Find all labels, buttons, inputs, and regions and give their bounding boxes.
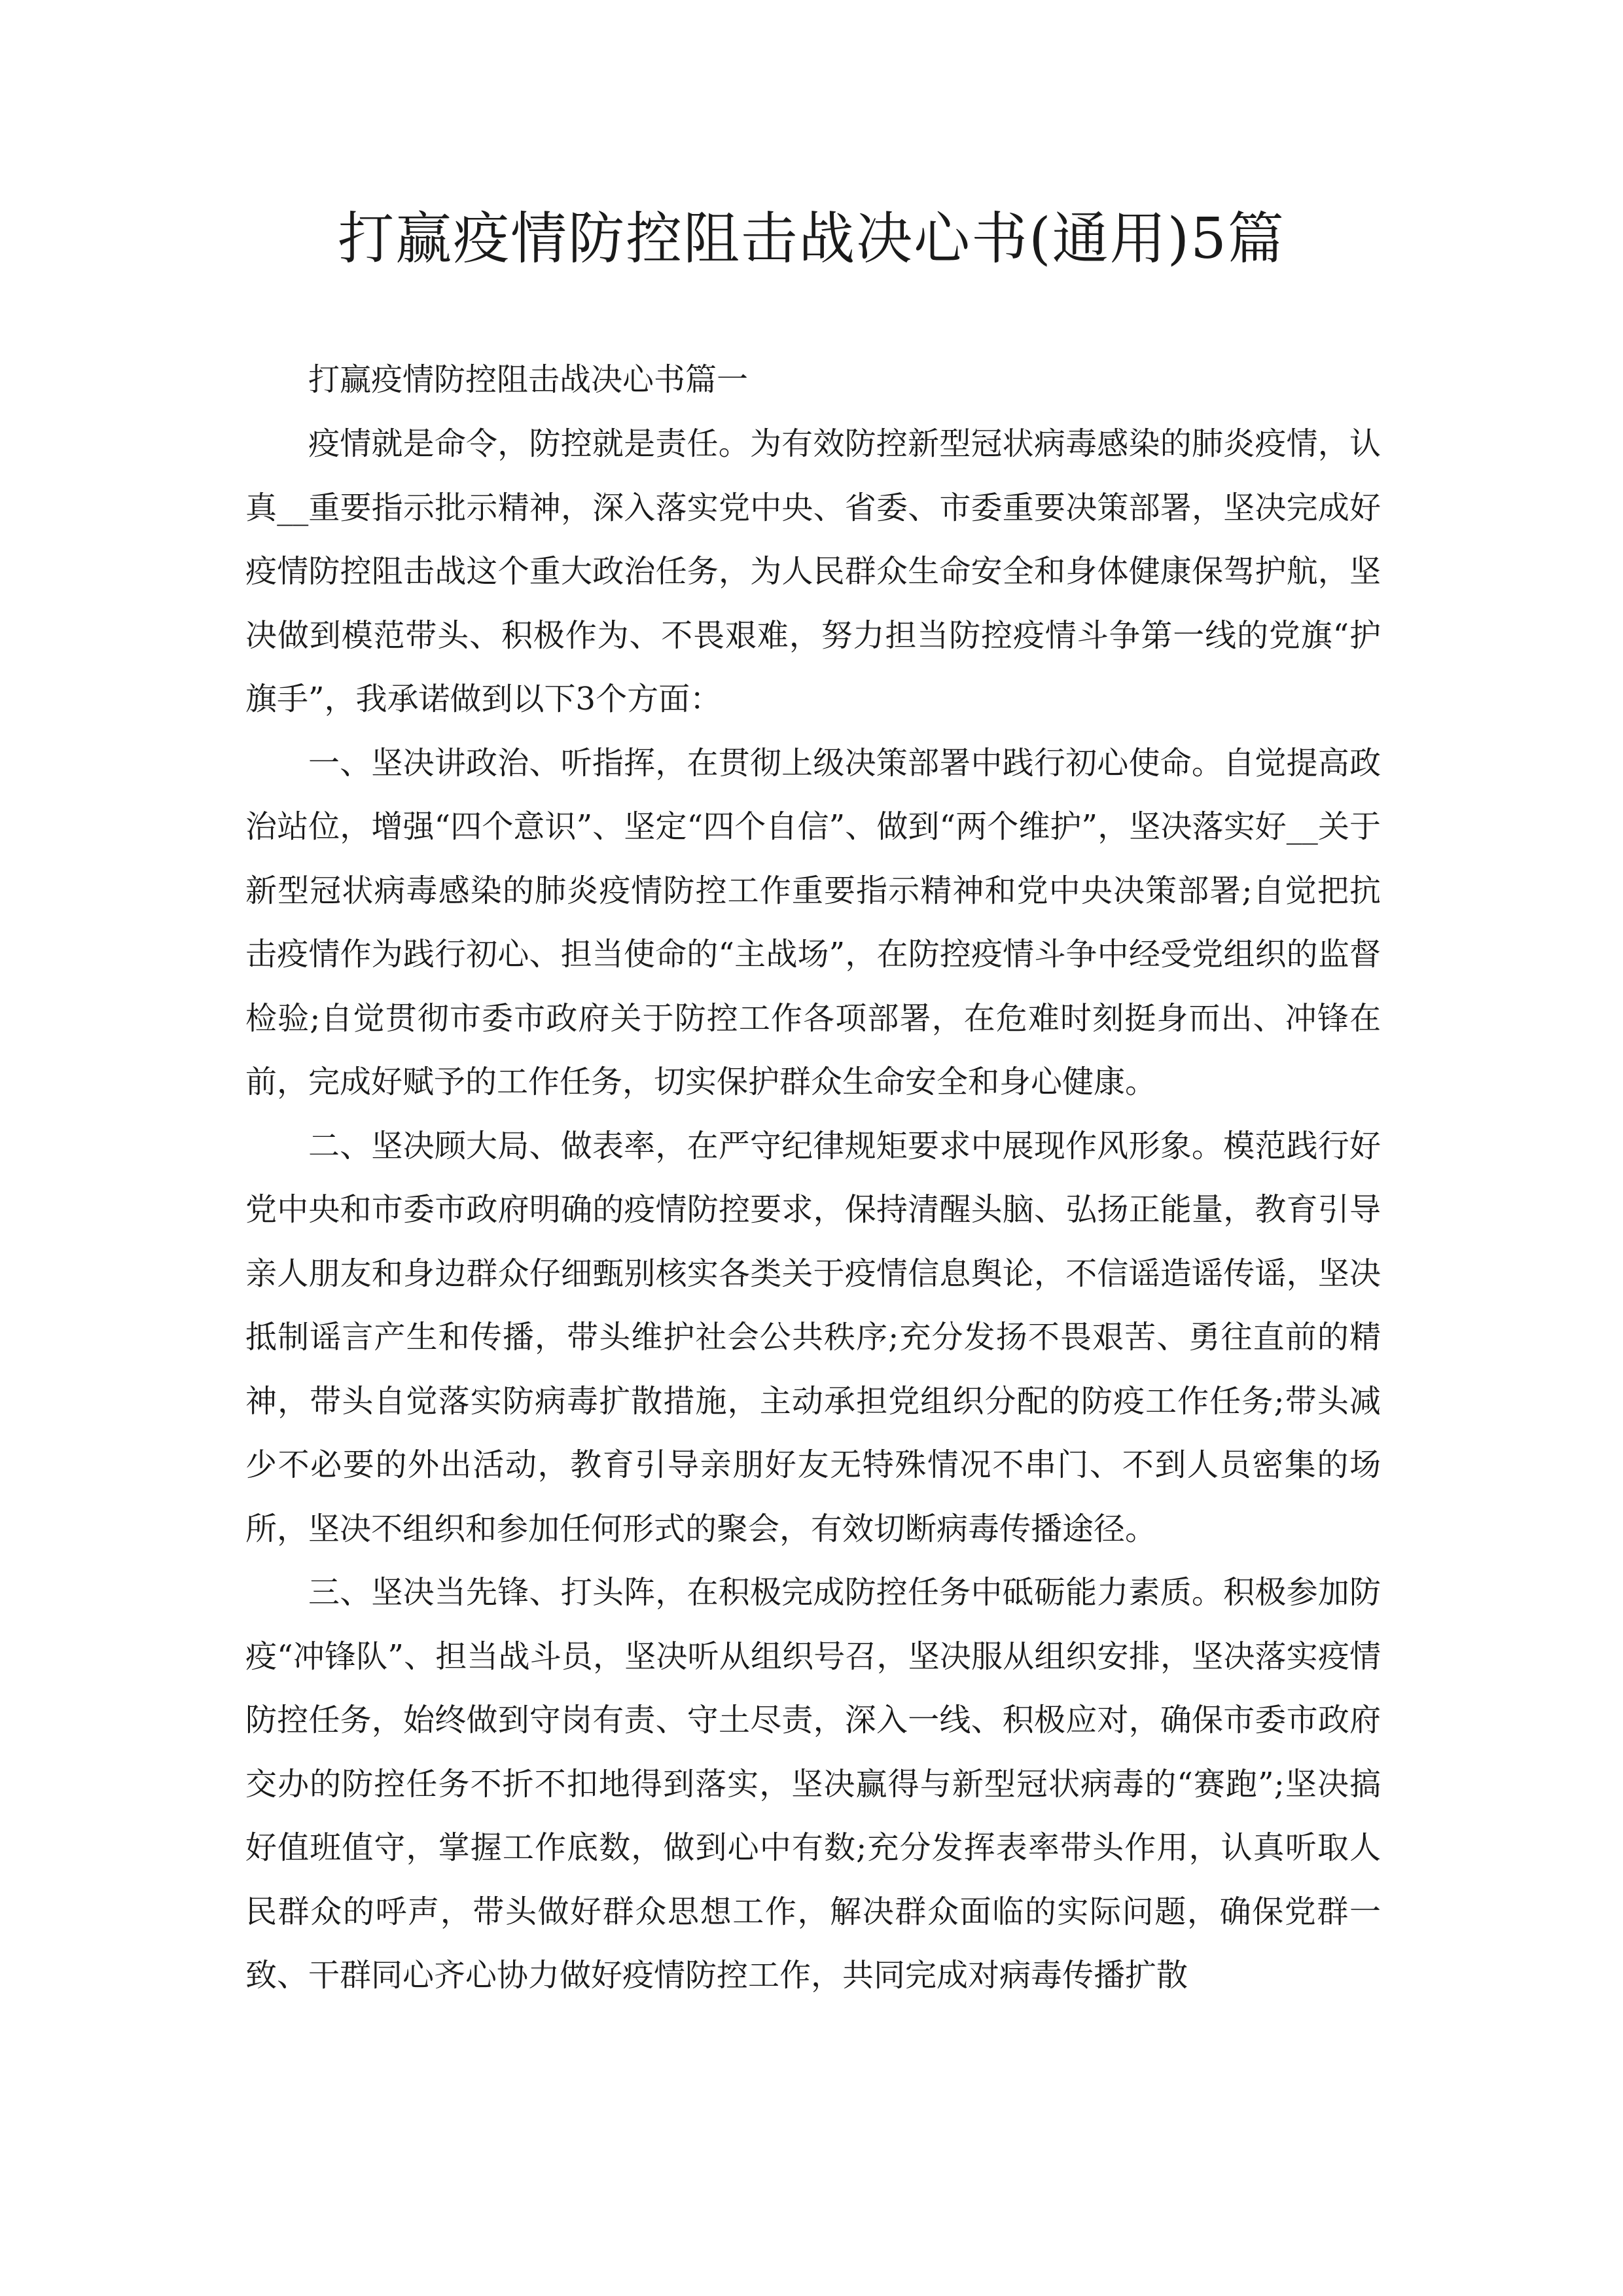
paragraph-point-one: 一、坚决讲政治、听指挥，在贯彻上级决策部署中践行初心使命。自觉提高政治站位，增强“四个意识”、坚定“四个自信”、做到“两个维护”，坚决落实好__关于新型冠状病毒感染的肺炎疫情防控工作重要指示精神和党中央决策部署;自觉把抗击疫情作为践行初心、担当使命的“主战场”，在防控疫情斗争中经受党组织的监督检验;自觉贯彻市委市政府关于防控工作各项部署，在危难时刻挺身而出、冲锋在前，完成好赋予的工作任务，切实保护群众生命安全和身心健康。 (245, 744, 1381, 1100)
paragraph-intro: 疫情就是命令，防控就是责任。为有效防控新型冠状病毒感染的肺炎疫情，认真__重要指示批示精神，深入落实党中央、省委、市委重要决策部署，坚决完成好疫情防控阻击战这个重大政治任务，为人民群众生命安全和身体健康保驾护航，坚决做到模范带头、积极作为、不畏艰难，努力担当防控疫情斗争第一线的党旗“护旗手”，我承诺做到以下3个方面： (245, 425, 1381, 717)
paragraph-point-three: 三、坚决当先锋、打头阵，在积极完成防控任务中砥砺能力素质。积极参加防疫“冲锋队”、担当战斗员，坚决听从组织号召，坚决服从组织安排，坚决落实疫情防控任务，始终做到守岗有责、守土尽责，深入一线、积极应对，确保市委市政府交办的防控任务不折不扣地得到落实，坚决赢得与新型冠状病毒的“赛跑”;坚决搞好值班值守，掌握工作底数，做到心中有数;充分发挥表率带头作用，认真听取人民群众的呼声，带头做好群众思想工作，解决群众面临的实际问题，确保党群一致、干群同心齐心协力做好疫情防控工作，共同完成对病毒传播扩散 (245, 1574, 1381, 1994)
paragraph-point-two: 二、坚决顾大局、做表率，在严守纪律规矩要求中展现作风形象。模范践行好党中央和市委市政府明确的疫情防控要求，保持清醒头脑、弘扬正能量，教育引导亲人朋友和身边群众仔细甄别核实各类关于疫情信息舆论，不信谣造谣传谣，坚决抵制谣言产生和传播，带头维护社会公共秩序;充分发扬不畏艰苦、勇往直前的精神，带头自觉落实防病毒扩散措施，主动承担党组织分配的防疫工作任务;带头减少不必要的外出活动，教育引导亲朋好友无特殊情况不串门、不到人员密集的场所，坚决不组织和参加任何形式的聚会，有效切断病毒传播途径。 (245, 1127, 1381, 1547)
section-heading: 打赢疫情防控阻击战决心书篇一 (308, 361, 749, 398)
document-title: 打赢疫情防控阻击战决心书(通用)5篇 (338, 206, 1285, 272)
document-body (245, 347, 1381, 2008)
